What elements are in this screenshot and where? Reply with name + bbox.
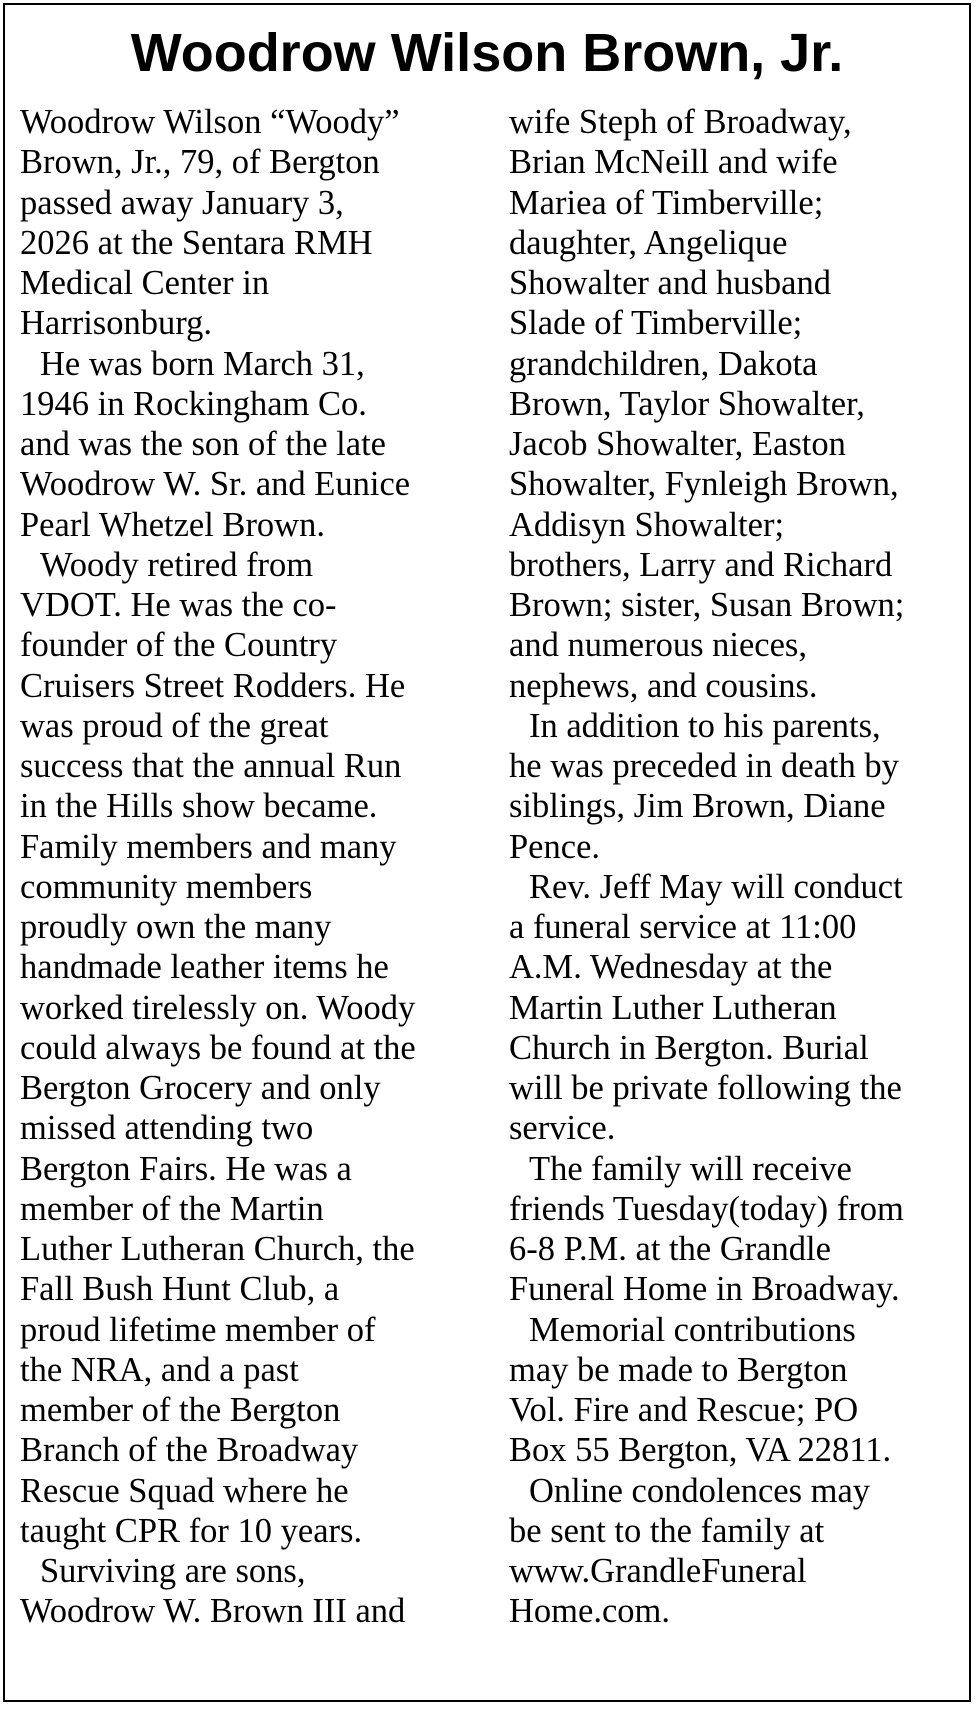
text-line: and numerous nieces, bbox=[509, 626, 807, 665]
text-line: worked tirelessly on. Woody bbox=[20, 988, 416, 1027]
text-line: taught CPR for 10 years. bbox=[20, 1511, 363, 1550]
text-line: daughter, Angelique bbox=[509, 223, 788, 262]
text-line: Medical Center in bbox=[20, 264, 270, 302]
text-line: Addisyn Showalter; bbox=[509, 505, 785, 544]
text-line: siblings, Jim Brown, Diane bbox=[509, 787, 886, 826]
text-line: grandchildren, Dakota bbox=[509, 344, 818, 383]
text-line: Church in Bergton. Burial bbox=[509, 1028, 869, 1067]
text-line: Woodrow Wilson “Woody” bbox=[20, 103, 400, 141]
text-line: brothers, Larry and Richard bbox=[509, 545, 893, 584]
text-line: Showalter, Fynleigh Brown, bbox=[509, 465, 899, 504]
text-line: member of the Bergton bbox=[20, 1391, 341, 1429]
text-line: Woody retired from bbox=[40, 545, 314, 584]
text-line: passed away January 3, bbox=[20, 183, 344, 222]
text-line: proudly own the many bbox=[20, 908, 332, 946]
text-line: Luther Lutheran Church, the bbox=[20, 1230, 415, 1268]
text-line: nephews, and cousins. bbox=[509, 666, 818, 705]
text-line: member of the Martin bbox=[20, 1189, 324, 1228]
text-line: Pence. bbox=[509, 827, 601, 866]
obituary-frame bbox=[3, 3, 971, 1702]
text-line: Rescue Squad where he bbox=[20, 1471, 349, 1510]
text-line: 2026 at the Sentara RMH bbox=[20, 223, 373, 262]
text-line: Woodrow W. Brown III and bbox=[20, 1592, 406, 1631]
text-line: Martin Luther Lutheran bbox=[509, 988, 837, 1027]
text-line: Home.com. bbox=[509, 1592, 670, 1631]
text-line: 1946 in Rockingham Co. bbox=[20, 384, 367, 423]
text-line: Bergton Grocery and only bbox=[20, 1069, 381, 1107]
text-line: Box 55 Bergton, VA 22811. bbox=[509, 1431, 892, 1470]
text-line: handmade leather items he bbox=[20, 948, 389, 987]
text-line: The family will receive bbox=[529, 1149, 852, 1188]
text-line: Cruisers Street Rodders. He bbox=[20, 666, 406, 705]
text-line: success that the annual Run bbox=[20, 747, 402, 785]
text-line: will be private following the bbox=[509, 1069, 902, 1107]
text-line: A.M. Wednesday at the bbox=[509, 948, 833, 987]
text-line: Fall Bush Hunt Club, a bbox=[20, 1270, 340, 1309]
text-line: Brown, Jr., 79, of Bergton bbox=[20, 143, 380, 182]
text-line: VDOT. He was the co- bbox=[20, 586, 337, 624]
text-line: Brown; sister, Susan Brown; bbox=[509, 586, 905, 624]
text-line: In addition to his parents, bbox=[529, 706, 881, 745]
right-column bbox=[509, 102, 969, 1632]
obituary-title: Woodrow Wilson Brown, Jr. bbox=[130, 23, 844, 83]
text-line: a funeral service at 11:00 bbox=[509, 908, 857, 946]
text-line: be sent to the family at bbox=[509, 1511, 825, 1550]
text-line: wife Steph of Broadway, bbox=[509, 103, 852, 141]
text-line: in the Hills show became. bbox=[20, 787, 378, 826]
text-line: Memorial contributions bbox=[529, 1310, 856, 1349]
text-line: Funeral Home in Broadway. bbox=[509, 1270, 900, 1309]
text-line: missed attending two bbox=[20, 1109, 314, 1148]
text-line: Online condolences may bbox=[529, 1471, 871, 1510]
text-line: he was preceded in death by bbox=[509, 747, 899, 785]
left-column bbox=[20, 102, 490, 1632]
text-line: Vol. Fire and Rescue; PO bbox=[509, 1391, 859, 1429]
text-line: Jacob Showalter, Easton bbox=[509, 425, 846, 463]
text-line: Family members and many bbox=[20, 827, 397, 866]
text-line: friends Tuesday(today) from bbox=[509, 1189, 904, 1228]
text-line: Rev. Jeff May will conduct bbox=[529, 867, 903, 906]
text-line: Woodrow W. Sr. and Eunice bbox=[20, 465, 411, 504]
text-line: Branch of the Broadway bbox=[20, 1431, 359, 1470]
text-line: may be made to Bergton bbox=[509, 1350, 848, 1389]
text-line: was proud of the great bbox=[20, 706, 329, 745]
text-line: the NRA, and a past bbox=[20, 1350, 299, 1389]
text-line: proud lifetime member of bbox=[20, 1310, 376, 1349]
text-line: Showalter and husband bbox=[509, 264, 831, 302]
text-line: 6-8 P.M. at the Grandle bbox=[509, 1230, 831, 1268]
text-line: community members bbox=[20, 867, 313, 906]
text-line: Mariea of Timberville; bbox=[509, 183, 824, 222]
text-line: Bergton Fairs. He was a bbox=[20, 1149, 352, 1188]
text-line: Brown, Taylor Showalter, bbox=[509, 384, 865, 423]
text-line: service. bbox=[509, 1109, 616, 1148]
text-line: founder of the Country bbox=[20, 626, 338, 665]
text-line: could always be found at the bbox=[20, 1028, 416, 1067]
text-line: Pearl Whetzel Brown. bbox=[20, 505, 325, 544]
text-line: Harrisonburg. bbox=[20, 304, 212, 343]
text-line: and was the son of the late bbox=[20, 425, 386, 463]
text-line: Surviving are sons, bbox=[40, 1552, 306, 1590]
text-line: Brian McNeill and wife bbox=[509, 143, 838, 182]
text-line: www.GrandleFuneral bbox=[509, 1552, 807, 1590]
text-line: He was born March 31, bbox=[40, 344, 365, 383]
text-line: Slade of Timberville; bbox=[509, 304, 803, 343]
